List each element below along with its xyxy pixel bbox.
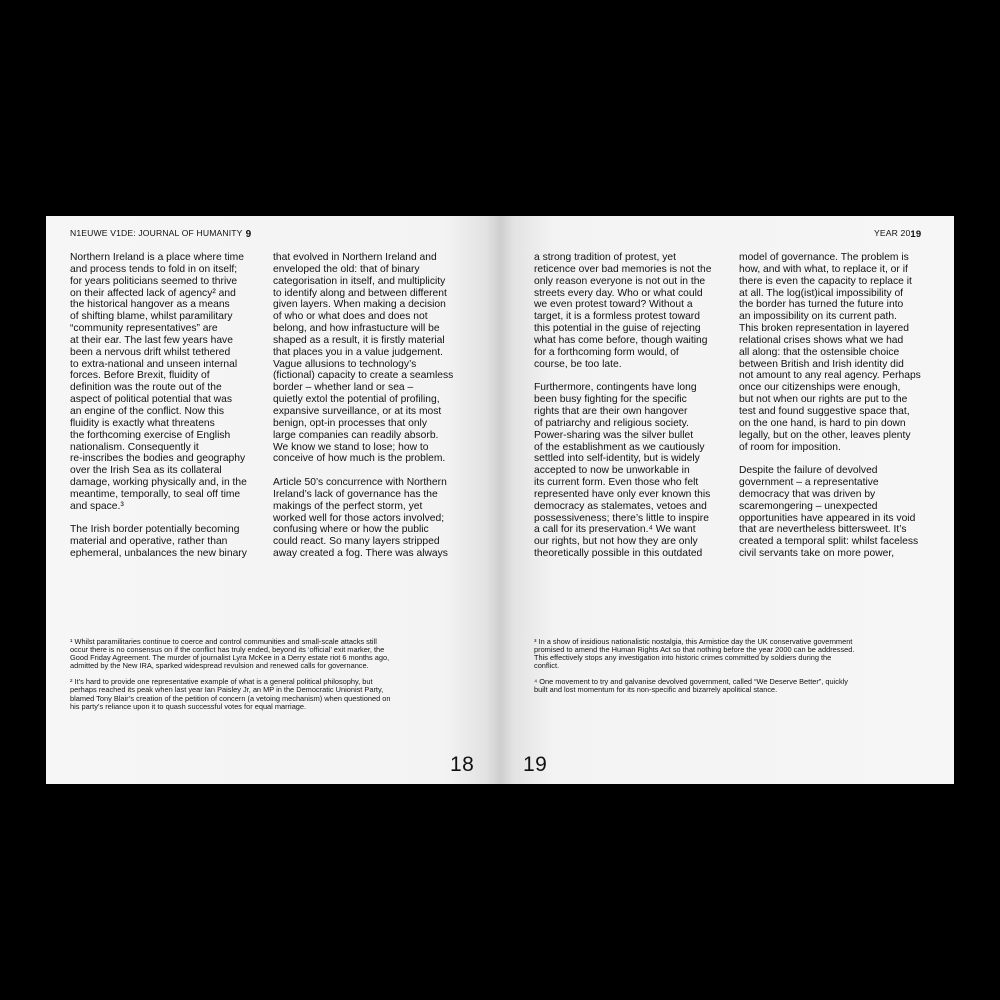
text-line: the historical hangover as a means xyxy=(70,299,230,311)
left-column-b xyxy=(273,252,461,572)
text-line: meantime, temporally, to seal off time xyxy=(70,488,241,500)
text-line: at their ear. The last few years have xyxy=(70,334,233,346)
paragraph xyxy=(534,252,722,370)
text-line: damage, working physically and, in the xyxy=(70,477,247,489)
text-line: at all. The log(ist)ical impossibility of xyxy=(739,287,904,299)
text-line: of who or what does and does not xyxy=(273,311,428,323)
text-line: that evolved in Northern Ireland and xyxy=(273,252,437,263)
footnote-line: perhaps reached its peak when last year Ian Paisley Jr, an MP in the Democratic Unionist Party, xyxy=(70,685,384,695)
text-line: an impossibility on its current path. xyxy=(739,311,897,323)
journal-title-mark: 9 xyxy=(245,229,252,240)
text-line: course, be too late. xyxy=(534,358,622,370)
text-line: that are nevertheless bittersweet. It’s xyxy=(739,524,907,536)
text-line: represented have only ever known this xyxy=(534,488,711,500)
text-line: a call for its preservation.⁴ We want xyxy=(534,524,696,536)
text-line: scaremongering – unexpected xyxy=(739,500,878,512)
text-line: Vague allusions to technology’s xyxy=(273,358,417,370)
text-line: theoretically possible in this outdated xyxy=(534,548,703,560)
footnote-line: occur there is no consensus on if the conflict has truly ended, beyond its ‘official’ exit marker, the xyxy=(70,645,385,655)
text-line: rights that are their own hangover xyxy=(534,405,688,417)
left-footnotes xyxy=(70,638,390,719)
footnote-line: ³ In a show of insidious nationalistic nostalgia, this Armistice day the UK conservative government xyxy=(534,637,853,646)
text-line: We know we stand to lose; how to xyxy=(273,441,429,453)
page-number-18: 18 xyxy=(450,753,475,776)
text-line: nationalism. Consequently it xyxy=(70,441,199,453)
footnote-line: ⁴ One movement to try and galvanise devolved government, called “We Deserve Better”, quickly xyxy=(534,677,849,687)
text-line: This broken representation in layered xyxy=(739,323,909,335)
footnote-line: his party’s reliance upon it to quash successful votes for equal marriage. xyxy=(70,701,307,711)
footnote-line: promised to amend the Human Rights Act so that nothing before the year 2000 can be addressed. xyxy=(534,645,855,655)
paragraph xyxy=(70,524,258,560)
footnote-line: This effectively stops any investigation into historic crimes committed by soldiers during the xyxy=(534,653,832,663)
text-line: democracy as stalemates, vetoes and xyxy=(534,500,707,512)
year-label: YEAR 20 xyxy=(874,228,911,238)
text-line: on their affected lack of agency² and xyxy=(70,287,236,299)
text-line: (fictional) capacity to create a seamless xyxy=(273,370,454,382)
text-line: settled into self-identity, but is widely xyxy=(534,453,700,465)
text-line: for a forthcoming form would, of xyxy=(534,346,679,358)
text-line: worked well for those actors involved; xyxy=(273,512,445,524)
text-line: between British and Irish identity did xyxy=(739,358,904,370)
running-head-right xyxy=(874,229,921,239)
text-line: test and found suggestive space that, xyxy=(739,405,910,417)
text-line: not amount to any real agency. Perhaps xyxy=(739,370,921,382)
right-page xyxy=(500,216,954,784)
running-head-left xyxy=(70,229,251,239)
left-page xyxy=(46,216,500,784)
footnote-line: Good Friday Agreement. The murder of journalist Lyra McKee in a Derry estate riot 6 months ago, xyxy=(70,653,390,663)
journal-title: N1EUWE V1DE: JOURNAL OF HUMANITY xyxy=(70,228,243,238)
text-line: away created a fog. There was always xyxy=(273,548,448,560)
text-line: Ireland’s lack of governance has the xyxy=(273,488,438,500)
text-line: The Irish border potentially becoming xyxy=(70,524,240,536)
text-line: reticence over bad memories is not the xyxy=(534,263,712,275)
text-line: and process tends to fold in on itself; xyxy=(70,263,238,275)
text-line: expansive surveillance, or at its most xyxy=(273,405,442,417)
text-line: “community representatives” are xyxy=(70,323,218,335)
text-line: there is even the capacity to replace it xyxy=(739,275,912,287)
text-line: of room for imposition. xyxy=(739,441,841,453)
text-line: once our citizenships were enough, xyxy=(739,382,901,394)
paragraph xyxy=(273,477,461,560)
text-line: enveloped the old: that of binary xyxy=(273,263,420,275)
text-line: opportunities have appeared in its void xyxy=(739,512,916,524)
text-line: how, and with what, to replace it, or if xyxy=(739,263,908,275)
footnote-line: ² It’s hard to provide one representative example of what is a general political philosophy, but xyxy=(70,677,373,687)
text-line: a strong tradition of protest, yet xyxy=(534,252,676,263)
text-line: of shifting blame, whilst paramilitary xyxy=(70,311,233,323)
text-line: to extra-national and unseen internal xyxy=(70,358,238,370)
text-line: on the one hand, is hard to pin down xyxy=(739,417,906,429)
footnote xyxy=(70,678,390,710)
text-line: given layers. When making a decision xyxy=(273,299,446,311)
text-line: aspect of political potential that was xyxy=(70,394,232,406)
text-line: its current form. Even those who felt xyxy=(534,477,699,489)
right-column-a xyxy=(534,252,722,572)
text-line: border – whether land or sea – xyxy=(273,382,414,394)
text-line: possessiveness; there’s little to inspire xyxy=(534,512,709,524)
text-line: the border has turned the future into xyxy=(739,299,904,311)
text-line: Furthermore, contingents have long xyxy=(534,382,697,394)
footnote-line: admitted by the New IRA, sparked widespread revulsion and renewed calls for governance. xyxy=(70,661,369,671)
year-label-mark: 19 xyxy=(910,229,922,240)
text-line: of patriarchy and religious society. xyxy=(534,417,689,429)
footnote xyxy=(534,678,854,694)
paragraph xyxy=(739,465,927,560)
text-line: model of governance. The problem is xyxy=(739,252,909,263)
text-line: quietly extol the potential of profiling, xyxy=(273,394,440,406)
text-line: but not when our rights are put to the xyxy=(739,394,908,406)
text-line: only reason everyone is not out in the xyxy=(534,275,706,287)
magazine-spread xyxy=(46,216,954,784)
footnote-line: conflict. xyxy=(534,661,560,671)
footnote-line: ¹ Whilst paramilitaries continue to coerce and control communities and small-scale attacks still xyxy=(70,637,377,646)
text-line: the forthcoming exercise of English xyxy=(70,429,231,441)
text-line: makings of the perfect storm, yet xyxy=(273,500,423,512)
text-line: relational crises shows what we had xyxy=(739,334,904,346)
right-column-b xyxy=(739,252,927,572)
text-line: belong, and how infrastucture will be xyxy=(273,323,440,335)
text-line: definition was the route out of the xyxy=(70,382,222,394)
paragraph xyxy=(534,382,722,560)
text-line: conceive of how much is the problem. xyxy=(273,453,446,465)
text-line: civil servants take on more power, xyxy=(739,548,895,560)
footnote xyxy=(70,638,390,670)
text-line: been a nervous drift whilst tethered xyxy=(70,346,231,358)
left-column-a xyxy=(70,252,258,572)
text-line: an engine of the conflict. Now this xyxy=(70,405,224,417)
text-line: target, it is a formless protest toward xyxy=(534,311,700,323)
text-line: material and operative, rather than xyxy=(70,536,228,548)
text-line: Article 50’s concurrence with Northern xyxy=(273,477,447,489)
text-line: accepted to now be unworkable in xyxy=(534,465,690,477)
text-line: Power-sharing was the silver bullet xyxy=(534,429,694,441)
text-line: could react. So many layers stripped xyxy=(273,536,440,548)
right-footnotes xyxy=(534,638,854,703)
text-line: that places you in a value judgement. xyxy=(273,346,444,358)
text-line: been busy fighting for the specific xyxy=(534,394,687,406)
footnote-line: blamed Tony Blair’s creation of the petition of concern (a vetoing mechanism) when questioned on xyxy=(70,693,391,703)
text-line: shaped as a result, it is firstly material xyxy=(273,334,445,346)
text-line: large companies can readily absorb. xyxy=(273,429,439,441)
text-line: Despite the failure of devolved xyxy=(739,465,878,477)
text-line: democracy that was driven by xyxy=(739,488,876,500)
paragraph xyxy=(70,252,258,513)
text-line: government – a representative xyxy=(739,477,879,489)
text-line: over the Irish Sea as its collateral xyxy=(70,465,222,477)
text-line: re-inscribes the bodies and geography xyxy=(70,453,246,465)
text-line: created a temporal split: whilst faceless xyxy=(739,536,919,548)
text-line: confusing where or how the public xyxy=(273,524,429,536)
paragraph xyxy=(739,252,927,453)
text-line: all along: that the ostensible choice xyxy=(739,346,900,358)
text-line: streets every day. Who or what could xyxy=(534,287,703,299)
text-line: Northern Ireland is a place where time xyxy=(70,252,244,263)
text-line: of the establishment as we cautiously xyxy=(534,441,705,453)
text-line: we even protest toward? Without a xyxy=(534,299,693,311)
page-number-19: 19 xyxy=(523,753,548,776)
footnote-line: built and lost momentum for its non-specific and bizarrely apolitical stance. xyxy=(534,685,778,695)
footnote xyxy=(534,638,854,670)
text-line: our rights, but not how they are only xyxy=(534,536,698,548)
text-line: this potential in the guise of rejecting xyxy=(534,323,701,335)
text-line: forces. Before Brexit, fluidity of xyxy=(70,370,210,382)
text-line: categorisation in itself, and multiplicity xyxy=(273,275,446,287)
text-line: ephemeral, unbalances the new binary xyxy=(70,548,247,560)
text-line: legally, but on the other, leaves plenty xyxy=(739,429,911,441)
text-line: what has come before, though waiting xyxy=(534,334,708,346)
text-line: to identify along and between different xyxy=(273,287,447,299)
text-line: fluidity is exactly what threatens xyxy=(70,417,215,429)
text-line: and space.³ xyxy=(70,500,124,512)
paragraph xyxy=(273,252,461,465)
text-line: benign, opt-in processes that only xyxy=(273,417,427,429)
text-line: for years politicians seemed to thrive xyxy=(70,275,238,287)
